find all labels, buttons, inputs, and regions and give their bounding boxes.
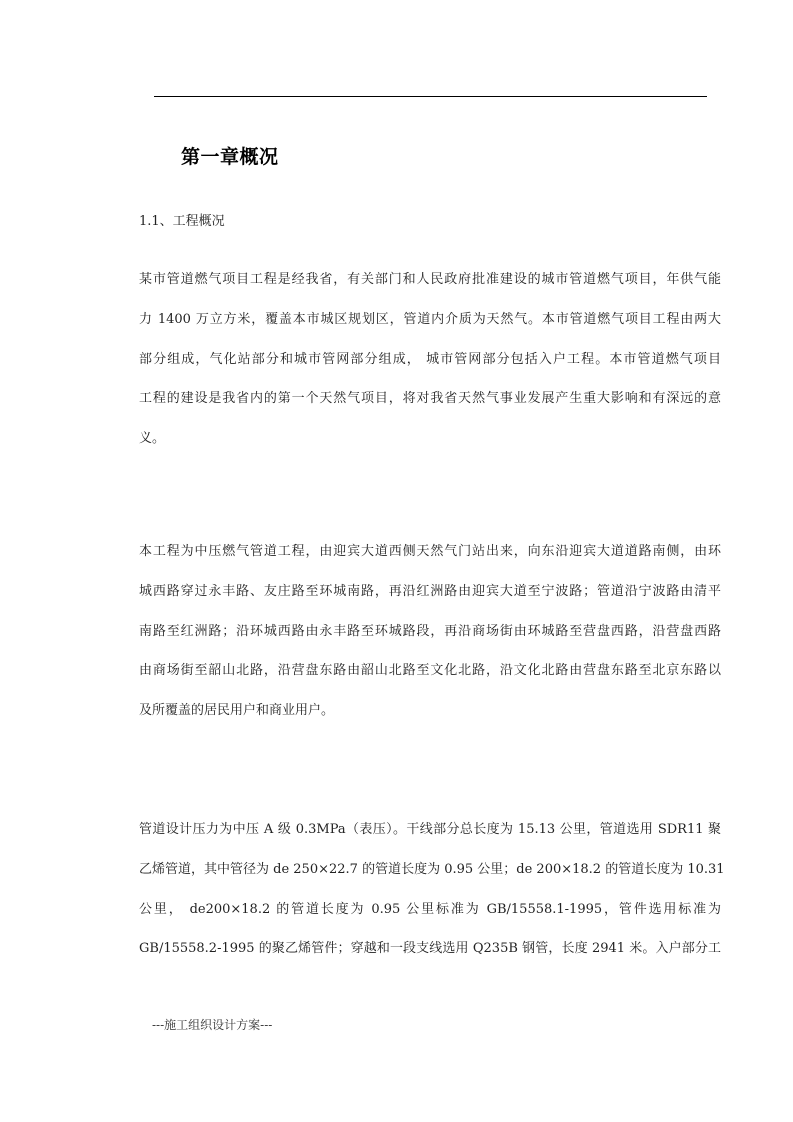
page-footer: ---施工组织设计方案--- <box>152 1018 273 1032</box>
paragraph-line: 某市管道燃气项目工程是经我省，有关部门和人民政府批准建设的城市管道燃气项目，年供气能 <box>139 272 721 287</box>
paragraph-line: 公里， de200×18.2 的管道长度为 0.95 公里标准为 GB/15558.1-1995，管件选用标准为 <box>139 901 721 917</box>
paragraph-project-overview <box>139 260 721 459</box>
paragraph-line: 部分组成，气化站部分和城市管网部分组成， 城市管网部分包括入户工程。本市管道燃气项目 <box>139 351 721 367</box>
paragraph-line: 力 1400 万立方米，覆盖本市城区规划区，管道内介质为天然气。本市管道燃气项目工程由两大 <box>139 311 721 327</box>
chapter-title: 第一章概况 <box>181 146 279 168</box>
paragraph-line: 管道设计压力为中压 A 级 0.3MPa（表压）。干线部分总长度为 15.13 公里，管道选用 SDR11 聚 <box>139 822 721 837</box>
paragraph-line: 及所覆盖的居民用户和商业用户。 <box>139 703 335 719</box>
paragraph-line: 由商场街至韶山北路，沿营盘东路由韶山北路至文化北路，沿文化北路由营盘东路至北京东路以 <box>139 663 721 679</box>
section-heading: 1.1、工程概况 <box>139 214 225 229</box>
header-rule <box>154 96 707 97</box>
paragraph-line: 本工程为中压燃气管道工程，由迎宾大道西侧天然气门站出来，向东沿迎宾大道道路南侧，由环 <box>139 544 721 559</box>
paragraph-line: 工程的建设是我省内的第一个天然气项目，将对我省天然气事业发展产生重大影响和有深远的意 <box>139 391 721 407</box>
paragraph-line: 城西路穿过永丰路、友庄路至环城南路，再沿红洲路由迎宾大道至宁波路；管道沿宁波路由清平 <box>139 583 721 599</box>
paragraph-pipeline-route <box>139 532 721 731</box>
paragraph-design-pressure <box>139 810 725 969</box>
paragraph-line: 南路至红洲路；沿环城西路由永丰路至环城路段，再沿商场街由环城路至营盘西路，沿营盘西路 <box>139 623 721 639</box>
paragraph-line: GB/15558.2-1995 的聚乙烯管件；穿越和一段支线选用 Q235B 钢管，长度 2941 米。入户部分工 <box>139 941 721 957</box>
paragraph-line: 乙烯管道，其中管径为 de 250×22.7 的管道长度为 0.95 公里；de 200×18.2 的管道长度为 10.31 <box>139 861 725 877</box>
paragraph-line: 义。 <box>139 431 166 447</box>
